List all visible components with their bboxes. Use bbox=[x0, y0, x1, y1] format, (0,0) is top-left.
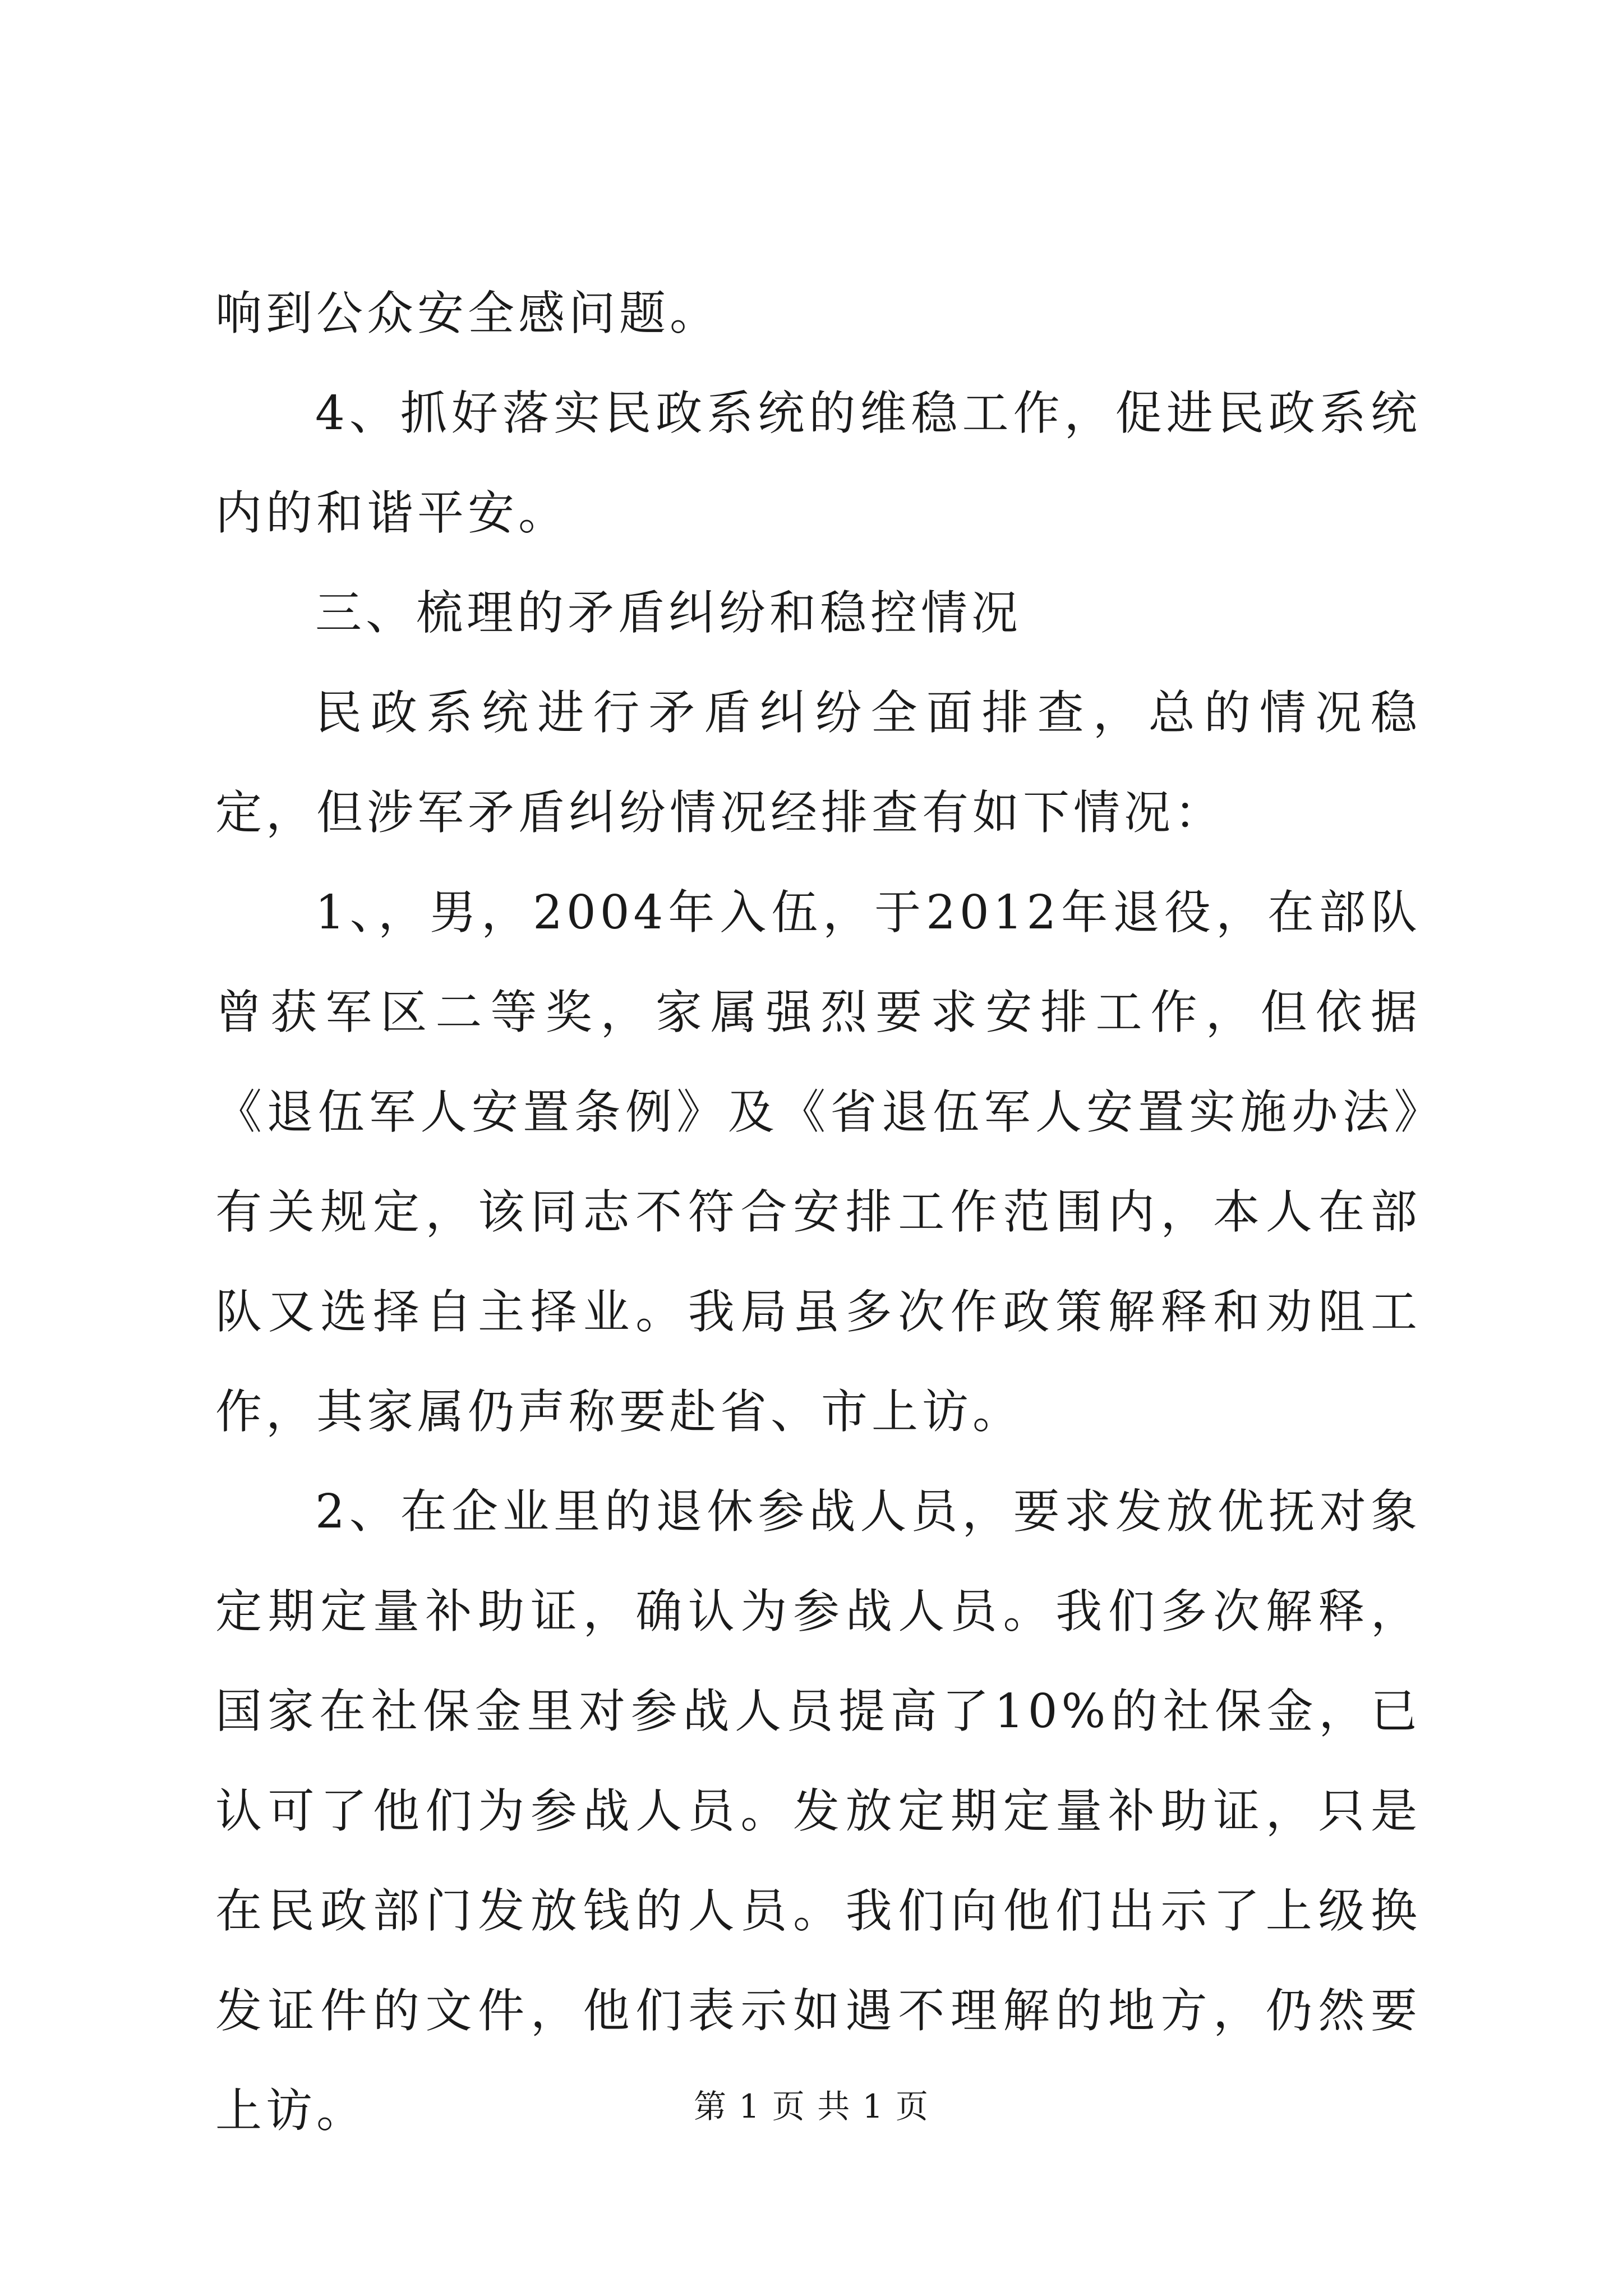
paragraph-continuation: 响到公众安全感问题。 bbox=[215, 286, 720, 341]
section-heading-3: 三、梳理的矛盾纠纷和稳控情况 bbox=[315, 586, 1022, 640]
document-body bbox=[215, 264, 1421, 2161]
paragraph-case-1: 1、，男，2004年入伍，于2012年退役，在部队曾获军区二等奖，家属强烈要求安排工作，但依据《退伍军人安置条例》及《省退伍军人安置实施办法》有关规定，该同志不符合安排工作范围内，本人在部队又选择自主择业。我局虽多次作政策解释和劝阻工作，其家属仍声称要赴省、市上访。 bbox=[215, 885, 1421, 1439]
paragraph-summary: 民政系统进行矛盾纠纷全面排查，总的情况稳定，但涉军矛盾纠纷情况经排查有如下情况： bbox=[215, 685, 1421, 840]
page-number-label: 第 1 页 共 1 页 bbox=[694, 2087, 929, 2125]
paragraph-item-4: 4、抓好落实民政系统的维稳工作，促进民政系统内的和谐平安。 bbox=[215, 386, 1421, 540]
paragraph-case-2: 2、在企业里的退休参战人员，要求发放优抚对象定期定量补助证，确认为参战人员。我们多次解释，国家在社保金里对参战人员提高了10%的社保金，已认可了他们为参战人员。发放定期定量补助证，只是在民政部门发放钱的人员。我们向他们出示了上级换发证件的文件，他们表示如遇不理解的地方，仍然要上访。 bbox=[215, 1484, 1421, 2138]
page-footer bbox=[0, 2084, 1623, 2129]
